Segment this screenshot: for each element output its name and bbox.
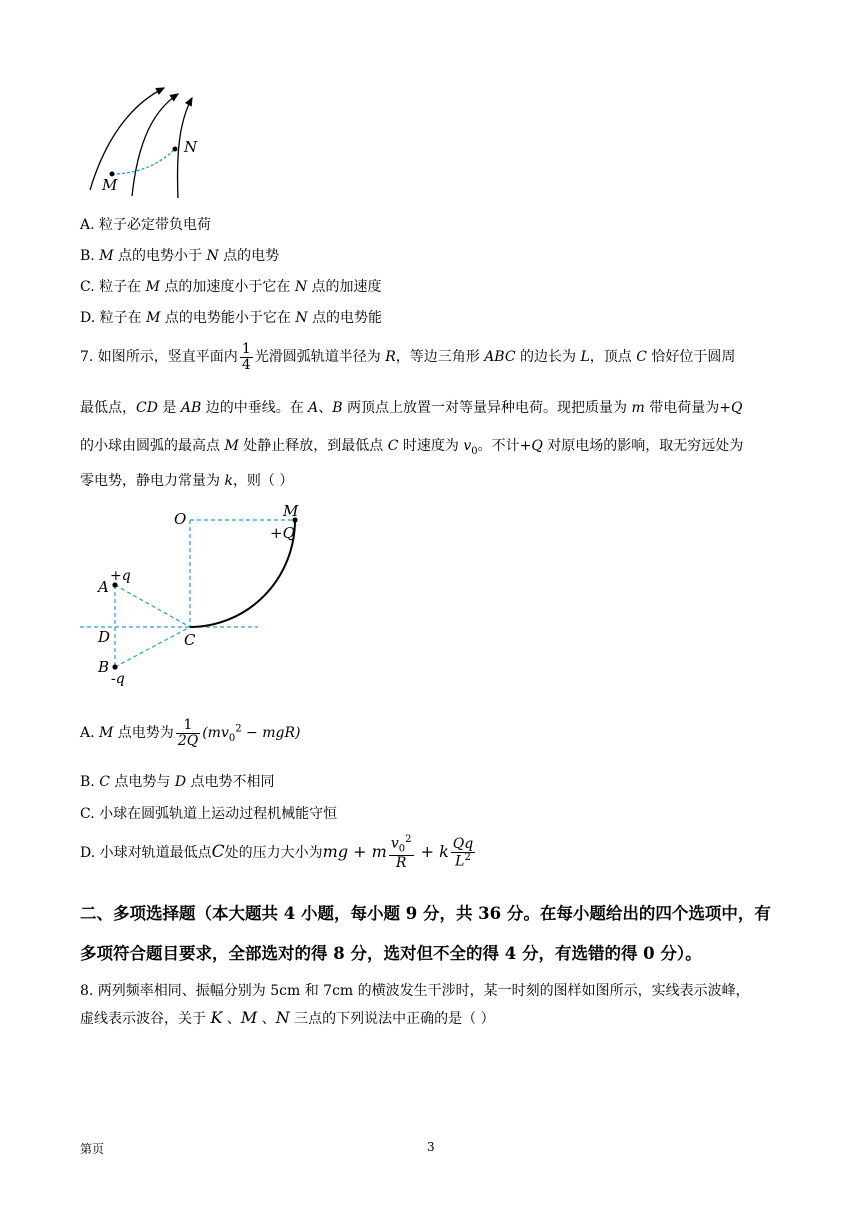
point-N — [173, 147, 178, 152]
label-D: D — [98, 628, 111, 646]
q7-stem-line-3: 的小球由圆弧的最高点 M 处静止释放，到最低点 C 时速度为 $v_0$。不计+Q 对原电场的影响，取无穷远处为 — [80, 438, 744, 457]
label-O: O — [174, 510, 187, 528]
label-plus-q: +q — [110, 568, 131, 584]
field-line-1 — [90, 88, 164, 190]
label-plus-Q: +Q — [270, 524, 295, 542]
line-BC — [115, 627, 190, 667]
q7-option-b: B. C 点电势与 D 点电势不相同 — [80, 774, 275, 790]
section-2-heading-line-1: 二、多项选择题（本大题共 4 小题，每小题 9 分，共 36 分。在每小题给出的四个选项中，有 — [80, 904, 771, 923]
field-line-2 — [132, 94, 178, 196]
q6-option-a: A. 粒子必定带负电荷 — [80, 217, 212, 233]
label-N: N — [184, 138, 198, 156]
q7-option-d: D. 小球对轨道最低点C处的压力大小为mg + m $\frac{v_0^2}{R}$ + k $\frac{Qq}{L^2}$ — [80, 834, 474, 871]
field-lines-figure — [80, 80, 220, 200]
q6-option-c: C. 粒子在 M 点的加速度小于它在 N 点的加速度 — [80, 279, 382, 295]
q7-stem-line-2: 最低点，CD 是 AB 边的中垂线。在 A、B 两顶点上放置一对等量异种电荷。现把质量为 m 带电荷量为+Q — [80, 400, 743, 416]
section-2-heading-line-2: 多项符合题目要求，全部选对的得 8 分，选对但不全的得 4 分，有选错的得 0 分）。 — [80, 944, 702, 963]
label-minus-q: -q — [111, 671, 125, 687]
label-C: C — [184, 631, 196, 649]
q6-option-b: B. M 点的电势小于 N 点的电势 — [80, 248, 280, 264]
trajectory-MN — [112, 149, 175, 174]
q6-option-d: D. 粒子在 M 点的电势能小于它在 N 点的电势能 — [80, 310, 383, 326]
label-A: A — [98, 578, 109, 596]
label-B: B — [98, 658, 110, 676]
footer-left: 第页 — [80, 1142, 105, 1156]
q8-stem-line-2: 虚线表示波谷，关于 K 、M 、N 三点的下列说法中正确的是（ ） — [80, 1008, 495, 1027]
label-M: M — [102, 176, 118, 194]
q7-option-c: C. 小球在圆弧轨道上运动过程机械能守恒 — [80, 806, 338, 822]
line-AC — [115, 585, 190, 627]
q7-stem-line-4: 零电势，静电力常量为 k，则（ ） — [80, 473, 294, 489]
q7-stem-line-1: 7. 如图所示，竖直平面内 $\frac{1}{4}$ 光滑圆弧轨道半径为 R，等边三角形 ABC 的边长为 L，顶点 C 恰好位于圆周 — [80, 341, 736, 373]
arc-track-figure — [80, 500, 320, 690]
q7-option-a: A. M 点电势为 $\frac{1}{2Q}$ $(mv_0^2 - mgR)$ — [80, 717, 301, 749]
page-number: 3 — [427, 1140, 435, 1154]
q8-stem-line-1: 8. 两列频率相同、振幅分别为 5cm 和 7cm 的横波发生干涉时，某一时刻的图样如图所示，实线表示波峰， — [80, 983, 750, 999]
label-M: M — [283, 502, 299, 520]
point-B — [112, 664, 117, 669]
